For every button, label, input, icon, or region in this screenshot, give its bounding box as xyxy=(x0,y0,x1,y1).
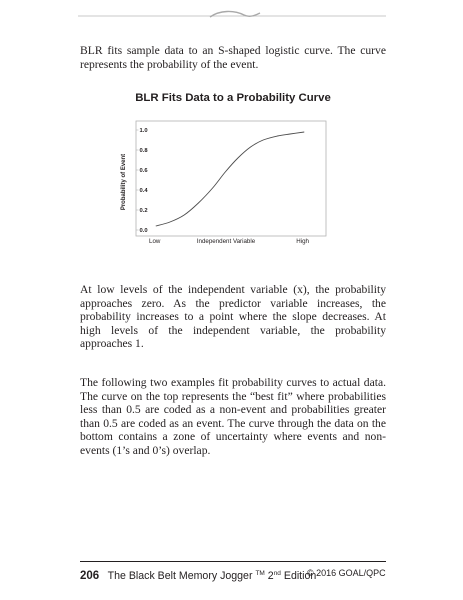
plot-frame xyxy=(136,121,326,236)
paragraph-low-high: At low levels of the independent variable (x), the probability approaches zero. As the predictor variable increases, the probability increases to a point where the slope decreases. At high levels of the independent variable, the probability approaches 1. xyxy=(80,283,386,351)
x-axis-label: Independent Variable xyxy=(196,238,256,245)
y-tick-label: 0.4 xyxy=(139,188,148,194)
book-title xyxy=(108,570,317,582)
y-axis xyxy=(136,128,148,234)
copyright-notice: © 2016 GOAL/QPC xyxy=(307,568,386,578)
x-tick-label-low: Low xyxy=(149,238,161,245)
page-number: 206 xyxy=(80,570,100,582)
y-tick-label: 0.8 xyxy=(139,148,148,154)
y-tick-label: 0.0 xyxy=(139,228,148,234)
figure-title: BLR Fits Data to a Probability Curve xyxy=(135,92,331,104)
book-title-text: The Black Belt Memory Jogger xyxy=(107,570,253,582)
edition-number: 2 xyxy=(267,570,274,582)
trademark-mark: TM xyxy=(255,570,265,577)
intro-paragraph: BLR fits sample data to an S-shaped logistic curve. The curve represents the probability of the event. xyxy=(80,44,386,71)
y-tick-label: 0.2 xyxy=(139,208,148,214)
top-ornament xyxy=(78,6,386,26)
x-tick-label-high: High xyxy=(296,238,309,245)
y-axis-label: Probability of Event xyxy=(121,153,127,211)
probability-curve-line xyxy=(156,132,305,226)
y-tick-label: 1.0 xyxy=(139,128,148,134)
edition-suffix: nd xyxy=(273,570,281,577)
y-tick-label: 0.6 xyxy=(139,168,148,174)
probability-curve-chart xyxy=(118,116,328,252)
footer-rule xyxy=(80,561,386,562)
paragraph-examples: The following two examples fit probability curves to actual data. The curve on the top represents the “best fit” where probabilities less than 0.5 are coded as a non-event and probabilities greater than 0.5 are coded as an event. The curve through the data on the bottom contains a zone of uncertainty where events and non-events (1’s and 0’s) overlap. xyxy=(80,376,386,457)
page-footer xyxy=(80,566,390,582)
edition-word: Edition xyxy=(283,570,317,582)
